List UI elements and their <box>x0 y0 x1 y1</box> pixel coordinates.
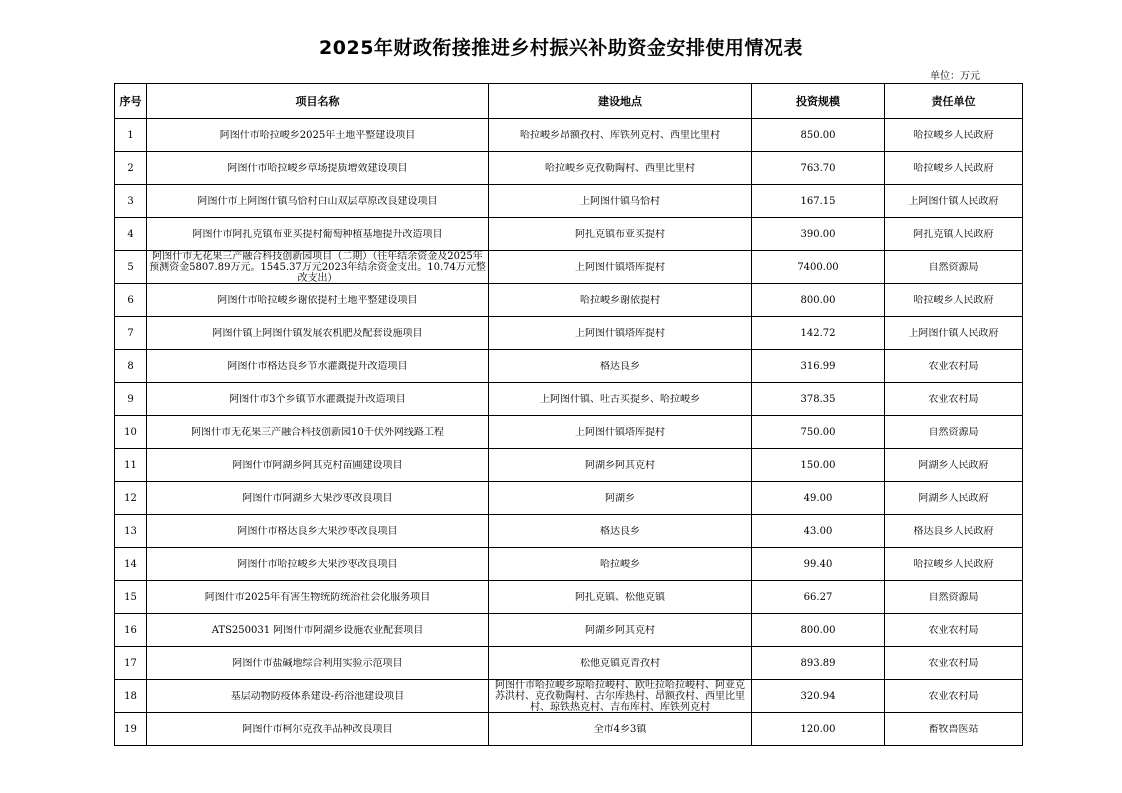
row-no <box>115 581 147 614</box>
row-investment <box>752 350 885 383</box>
row-investment-text: 850.00 <box>800 129 836 141</box>
row-investment-text: 49.00 <box>803 492 833 504</box>
row-responsible-unit <box>885 251 1023 284</box>
row-project-name-text: 阿图什市无花果三产融合科技创新园项目（二期）（往年结余资金及2025年预测资金5807.89万元。1545.37万元2023年结余资金支出。10.74万元整改支出） <box>149 251 486 283</box>
row-project-name <box>147 416 489 449</box>
row-investment-text: 316.99 <box>800 360 836 372</box>
row-project-name <box>147 251 489 284</box>
row-investment <box>752 284 885 317</box>
row-investment <box>752 119 885 152</box>
row-investment-text: 99.40 <box>803 558 833 570</box>
row-no-text: 17 <box>124 657 137 669</box>
row-project-name-text: 阿图什市格达良乡大果沙枣改良项目 <box>237 525 398 537</box>
row-no-text: 14 <box>124 558 137 570</box>
row-project-name <box>147 383 489 416</box>
row-no <box>115 515 147 548</box>
row-responsible-unit <box>885 218 1023 251</box>
row-project-name <box>147 515 489 548</box>
row-project-name <box>147 680 489 713</box>
row-location <box>489 449 752 482</box>
row-project-name-text: 阿图什市格达良乡节水灌溉提升改造项目 <box>227 360 408 372</box>
row-location-text: 哈拉峻乡 <box>600 558 640 570</box>
row-no-text: 9 <box>127 393 134 405</box>
row-project-name <box>147 152 489 185</box>
row-investment-text: 893.89 <box>800 657 836 669</box>
table-row <box>115 515 1023 548</box>
row-responsible-unit <box>885 152 1023 185</box>
row-no <box>115 449 147 482</box>
row-location <box>489 614 752 647</box>
row-location-text: 阿湖乡阿其克村 <box>585 624 655 636</box>
row-responsible-unit-text: 农业农村局 <box>928 393 979 405</box>
row-investment-text: 763.70 <box>800 162 836 174</box>
row-project-name <box>147 482 489 515</box>
row-responsible-unit-text: 上阿图什镇人民政府 <box>908 327 999 339</box>
row-responsible-unit-text: 阿湖乡人民政府 <box>918 492 989 504</box>
header-responsible-unit: 责任单位 <box>885 84 1023 119</box>
row-location <box>489 119 752 152</box>
row-investment-text: 800.00 <box>800 294 836 306</box>
row-no <box>115 284 147 317</box>
row-location-text: 哈拉峻乡克孜勒陶村、西里比里村 <box>545 162 695 174</box>
row-project-name <box>147 713 489 746</box>
row-project-name <box>147 218 489 251</box>
row-responsible-unit <box>885 317 1023 350</box>
row-investment-text: 320.94 <box>800 690 836 702</box>
row-project-name-text: 阿图什市柯尔克孜羊品种改良项目 <box>242 723 393 735</box>
table-row <box>115 482 1023 515</box>
row-responsible-unit-text: 上阿图什镇人民政府 <box>908 195 999 207</box>
row-project-name <box>147 317 489 350</box>
row-location <box>489 515 752 548</box>
header-location: 建设地点 <box>489 84 752 119</box>
row-responsible-unit-text: 自然资源局 <box>928 426 979 438</box>
row-investment <box>752 218 885 251</box>
row-no-text: 2 <box>127 162 134 174</box>
row-responsible-unit <box>885 383 1023 416</box>
row-responsible-unit-text: 农业农村局 <box>928 360 979 372</box>
row-no-text: 19 <box>124 723 137 735</box>
header-investment: 投资规模 <box>752 84 885 119</box>
row-investment <box>752 614 885 647</box>
row-investment-text: 142.72 <box>800 327 836 339</box>
table-row <box>115 713 1023 746</box>
row-responsible-unit-text: 哈拉峻乡人民政府 <box>913 294 994 306</box>
row-no <box>115 647 147 680</box>
row-no-text: 10 <box>124 426 137 438</box>
row-no-text: 15 <box>124 591 137 603</box>
row-location-text: 阿湖乡 <box>605 492 635 504</box>
row-no-text: 7 <box>127 327 134 339</box>
table-row <box>115 284 1023 317</box>
row-no <box>115 713 147 746</box>
row-no <box>115 548 147 581</box>
table-row <box>115 185 1023 218</box>
row-location <box>489 350 752 383</box>
row-no <box>115 416 147 449</box>
row-investment-text: 390.00 <box>800 228 836 240</box>
row-project-name-text: 阿图什市哈拉峻乡草场提质增效建设项目 <box>227 162 408 174</box>
row-location-text: 格达良乡 <box>600 360 640 372</box>
row-location-text: 阿扎克镇、松他克镇 <box>575 591 665 603</box>
row-project-name-text: 阿图什市阿扎克镇布亚买提村葡萄种植基地提升改造项目 <box>192 228 443 240</box>
row-investment <box>752 713 885 746</box>
row-no-text: 12 <box>124 492 137 504</box>
row-investment <box>752 548 885 581</box>
table-row <box>115 152 1023 185</box>
row-investment-text: 66.27 <box>803 591 833 603</box>
row-investment <box>752 416 885 449</box>
row-no <box>115 317 147 350</box>
row-responsible-unit-text: 畜牧兽医站 <box>928 723 979 735</box>
row-responsible-unit-text: 哈拉峻乡人民政府 <box>913 558 994 570</box>
row-investment-text: 167.15 <box>800 195 836 207</box>
table-row <box>115 218 1023 251</box>
row-investment <box>752 581 885 614</box>
row-no <box>115 614 147 647</box>
table-row <box>115 350 1023 383</box>
row-no <box>115 680 147 713</box>
row-project-name <box>147 548 489 581</box>
row-no-text: 18 <box>124 690 137 702</box>
row-investment <box>752 383 885 416</box>
row-no-text: 5 <box>127 261 134 273</box>
row-no-text: 16 <box>124 624 137 636</box>
row-responsible-unit-text: 格达良乡人民政府 <box>913 525 994 537</box>
row-project-name-text: ATS250031 阿图什市阿湖乡设施农业配套项目 <box>211 624 424 636</box>
row-no <box>115 185 147 218</box>
row-responsible-unit-text: 阿湖乡人民政府 <box>918 459 989 471</box>
row-project-name-text: 阿图什市上阿图什镇乌恰村白山双层草原改良建设项目 <box>197 195 438 207</box>
row-location-text: 哈拉峻乡昂额孜村、库铁列克村、西里比里村 <box>520 129 720 141</box>
row-investment <box>752 647 885 680</box>
table-header-row <box>115 84 1023 119</box>
row-no-text: 13 <box>124 525 137 537</box>
row-no <box>115 152 147 185</box>
row-no <box>115 482 147 515</box>
row-no <box>115 350 147 383</box>
row-responsible-unit <box>885 548 1023 581</box>
row-no-text: 8 <box>127 360 134 372</box>
row-location <box>489 482 752 515</box>
row-location <box>489 680 752 713</box>
row-investment <box>752 317 885 350</box>
row-no-text: 4 <box>127 228 134 240</box>
row-location-text: 格达良乡 <box>600 525 640 537</box>
row-location-text: 全市4乡3镇 <box>593 723 647 735</box>
page-title: 2025年财政衔接推进乡村振兴补助资金安排使用情况表 <box>319 37 803 59</box>
row-project-name-text: 阿图什市阿湖乡阿其克村苗圃建设项目 <box>232 459 403 471</box>
row-responsible-unit <box>885 647 1023 680</box>
row-responsible-unit <box>885 119 1023 152</box>
row-location <box>489 548 752 581</box>
row-responsible-unit-text: 哈拉峻乡人民政府 <box>913 162 994 174</box>
unit-label: 单位：万元 <box>930 71 980 82</box>
row-responsible-unit <box>885 482 1023 515</box>
row-investment <box>752 185 885 218</box>
table-row <box>115 449 1023 482</box>
row-investment-text: 7400.00 <box>797 261 839 273</box>
row-location <box>489 383 752 416</box>
row-location <box>489 284 752 317</box>
row-project-name-text: 阿图什市哈拉峻乡2025年土地平整建设项目 <box>219 129 416 141</box>
row-responsible-unit-text: 农业农村局 <box>928 657 979 669</box>
row-no <box>115 251 147 284</box>
row-location <box>489 416 752 449</box>
row-location <box>489 152 752 185</box>
row-responsible-unit <box>885 581 1023 614</box>
row-investment <box>752 515 885 548</box>
row-investment <box>752 152 885 185</box>
row-investment-text: 378.35 <box>800 393 836 405</box>
row-project-name <box>147 119 489 152</box>
row-project-name-text: 基层动物防疫体系建设-药浴池建设项目 <box>230 690 405 702</box>
funding-table <box>114 83 1023 746</box>
table-row <box>115 647 1023 680</box>
row-project-name <box>147 647 489 680</box>
row-project-name-text: 阿图什市无花果三产融合科技创新园10千伏外网线路工程 <box>191 426 444 438</box>
row-location-text: 阿图什市哈拉峻乡琼哈拉峻村、欧吐拉哈拉峻村、阿亚克苏洪村、克孜勒陶村、古尔库热村、昂额孜村、西里比里村、琼铁热克村、吉布库村、库铁列克村 <box>495 680 745 712</box>
row-project-name-text: 阿图什市盐碱地综合利用实验示范项目 <box>232 657 403 669</box>
row-project-name <box>147 284 489 317</box>
row-responsible-unit <box>885 416 1023 449</box>
table-row <box>115 119 1023 152</box>
row-investment <box>752 680 885 713</box>
row-project-name-text: 阿图什市阿湖乡大果沙枣改良项目 <box>242 492 393 504</box>
row-investment-text: 800.00 <box>800 624 836 636</box>
row-no <box>115 119 147 152</box>
header-no: 序号 <box>115 84 147 119</box>
row-location-text: 上阿图什镇塔库提村 <box>575 327 665 339</box>
table-row <box>115 581 1023 614</box>
row-location <box>489 185 752 218</box>
table-row <box>115 416 1023 449</box>
row-location-text: 哈拉峻乡谢依提村 <box>580 294 660 306</box>
table-row <box>115 317 1023 350</box>
row-project-name-text: 阿图什镇上阿图什镇发展农机肥及配套设施项目 <box>212 327 423 339</box>
table-row <box>115 251 1023 284</box>
row-investment <box>752 482 885 515</box>
row-location-text: 上阿图什镇塔库提村 <box>575 261 665 273</box>
row-investment-text: 750.00 <box>800 426 836 438</box>
row-investment <box>752 251 885 284</box>
row-project-name-text: 阿图什市2025年有害生物统防统治社会化服务项目 <box>204 591 431 603</box>
row-location <box>489 251 752 284</box>
row-location-text: 上阿图什镇乌恰村 <box>580 195 660 207</box>
row-no-text: 1 <box>127 129 134 141</box>
row-project-name <box>147 581 489 614</box>
table-row <box>115 548 1023 581</box>
row-responsible-unit <box>885 680 1023 713</box>
row-project-name <box>147 350 489 383</box>
row-location-text: 松他克镇克青孜村 <box>580 657 660 669</box>
row-project-name-text: 阿图什市哈拉峻乡谢依提村土地平整建设项目 <box>217 294 418 306</box>
row-responsible-unit <box>885 284 1023 317</box>
table-row <box>115 680 1023 713</box>
row-responsible-unit-text: 哈拉峻乡人民政府 <box>913 129 994 141</box>
row-location-text: 阿湖乡阿其克村 <box>585 459 655 471</box>
row-project-name <box>147 449 489 482</box>
row-investment-text: 120.00 <box>800 723 836 735</box>
row-location <box>489 317 752 350</box>
row-responsible-unit-text: 自然资源局 <box>928 591 979 603</box>
row-project-name <box>147 614 489 647</box>
header-project-name: 项目名称 <box>147 84 489 119</box>
row-investment-text: 150.00 <box>800 459 836 471</box>
row-location <box>489 218 752 251</box>
row-responsible-unit <box>885 713 1023 746</box>
row-responsible-unit-text: 阿扎克镇人民政府 <box>913 228 994 240</box>
row-project-name-text: 阿图什市3个乡镇节水灌溉提升改造项目 <box>229 393 406 405</box>
row-location <box>489 713 752 746</box>
row-no <box>115 218 147 251</box>
row-location <box>489 581 752 614</box>
row-responsible-unit <box>885 185 1023 218</box>
row-no <box>115 383 147 416</box>
row-responsible-unit <box>885 449 1023 482</box>
row-no-text: 11 <box>124 459 137 471</box>
row-responsible-unit <box>885 515 1023 548</box>
row-responsible-unit <box>885 350 1023 383</box>
row-responsible-unit-text: 农业农村局 <box>928 690 979 702</box>
table-row <box>115 383 1023 416</box>
row-location <box>489 647 752 680</box>
row-location-text: 上阿图什镇塔库提村 <box>575 426 665 438</box>
row-no-text: 3 <box>127 195 134 207</box>
row-location-text: 上阿图什镇、吐古买提乡、哈拉峻乡 <box>540 393 700 405</box>
row-location-text: 阿扎克镇布亚买提村 <box>575 228 665 240</box>
row-responsible-unit-text: 自然资源局 <box>928 261 979 273</box>
row-project-name-text: 阿图什市哈拉峻乡大果沙枣改良项目 <box>237 558 398 570</box>
table-row <box>115 614 1023 647</box>
row-responsible-unit <box>885 614 1023 647</box>
row-project-name <box>147 185 489 218</box>
row-investment <box>752 449 885 482</box>
row-responsible-unit-text: 农业农村局 <box>928 624 979 636</box>
row-investment-text: 43.00 <box>803 525 833 537</box>
row-no-text: 6 <box>127 294 134 306</box>
